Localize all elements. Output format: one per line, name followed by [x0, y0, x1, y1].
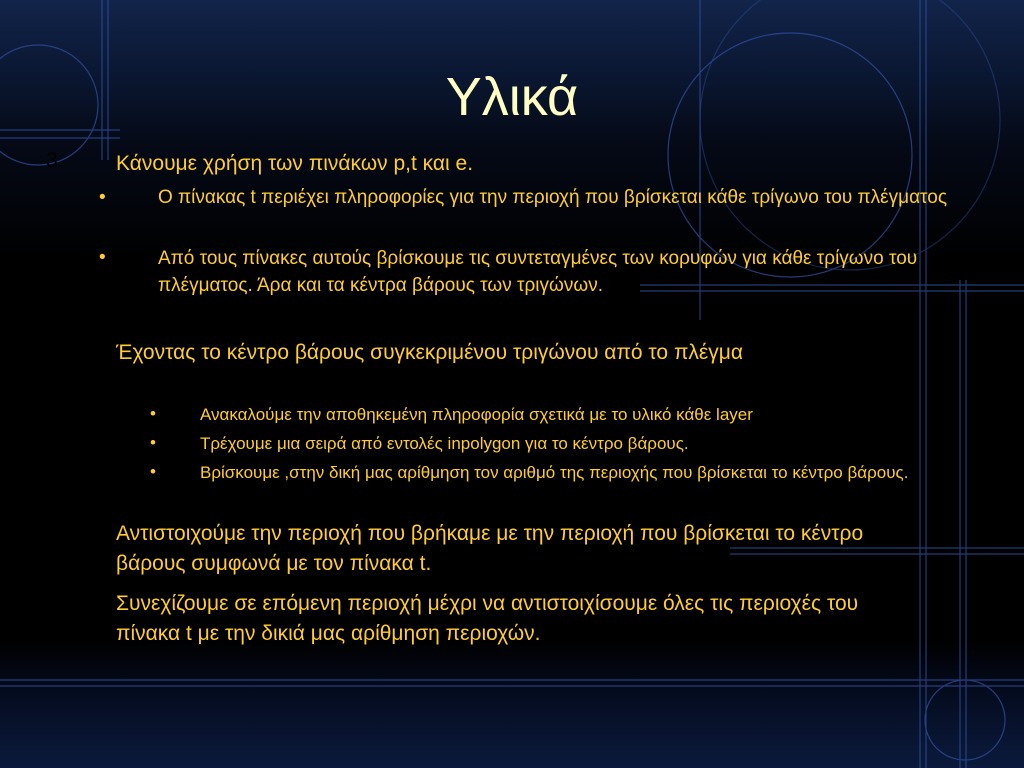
bullet-marker: • — [99, 187, 106, 208]
bullet-marker: • — [150, 462, 156, 481]
list-item-3-sub-2: Από τους πίνακες αυτούς βρίσκουμε τις συντεταγμένες των κορυφών για κάθε τρίγωνο του πλέγματος. Άρα και τα κέντρα βάρους των τριγώνων. — [158, 248, 918, 296]
list-marker-5: 5. — [46, 519, 64, 542]
list-item-4-sub-3: Βρίσκουμε ,στην δική μας αρίθμηση τον αριθμό της περιοχής που βρίσκεται το κέντρο βάρους. — [200, 463, 909, 482]
list-marker-6: 6. — [46, 589, 64, 612]
list-item-3-sub-1: Ο πίνακας t περιέχει πληροφορίες για την περιοχή που βρίσκεται κάθε τρίγωνο του πλέγματος — [158, 187, 948, 208]
list-item-3: Κάνουμε χρήση των πινάκων p,t και e. — [116, 152, 474, 175]
bullet-marker: • — [150, 404, 156, 423]
list-marker-4: 4. — [46, 338, 64, 361]
list-marker-3: 3. — [46, 149, 64, 172]
list-item-4: Έχοντας το κέντρο βάρους συγκεκριμένου τριγώνου από το πλέγμα — [116, 341, 744, 364]
list-item-5: Αντιστοιχούμε την περιοχή που βρήκαμε με την περιοχή που βρίσκεται το κέντρο βάρους συμφωνά με τον πίνακα t. — [116, 522, 864, 575]
list-item-6: Συνεχίζουμε σε επόμενη περιοχή μέχρι να αντιστοιχίσουμε όλες τις περιοχές του πίνακα t με την δικιά μας αρίθμηση περιοχών. — [116, 592, 859, 645]
bullet-marker: • — [99, 247, 106, 268]
slide-title: Υλικά — [445, 67, 579, 127]
list-item-4-sub-2: Τρέχουμε μια σειρά από εντολές inpolygon για το κέντρο βάρους. — [200, 434, 689, 453]
bullet-marker: • — [150, 433, 156, 452]
list-item-4-sub-1: Ανακαλούμε την αποθηκεμένη πληροφορία σχετικά με το υλικό κάθε layer — [200, 405, 753, 424]
